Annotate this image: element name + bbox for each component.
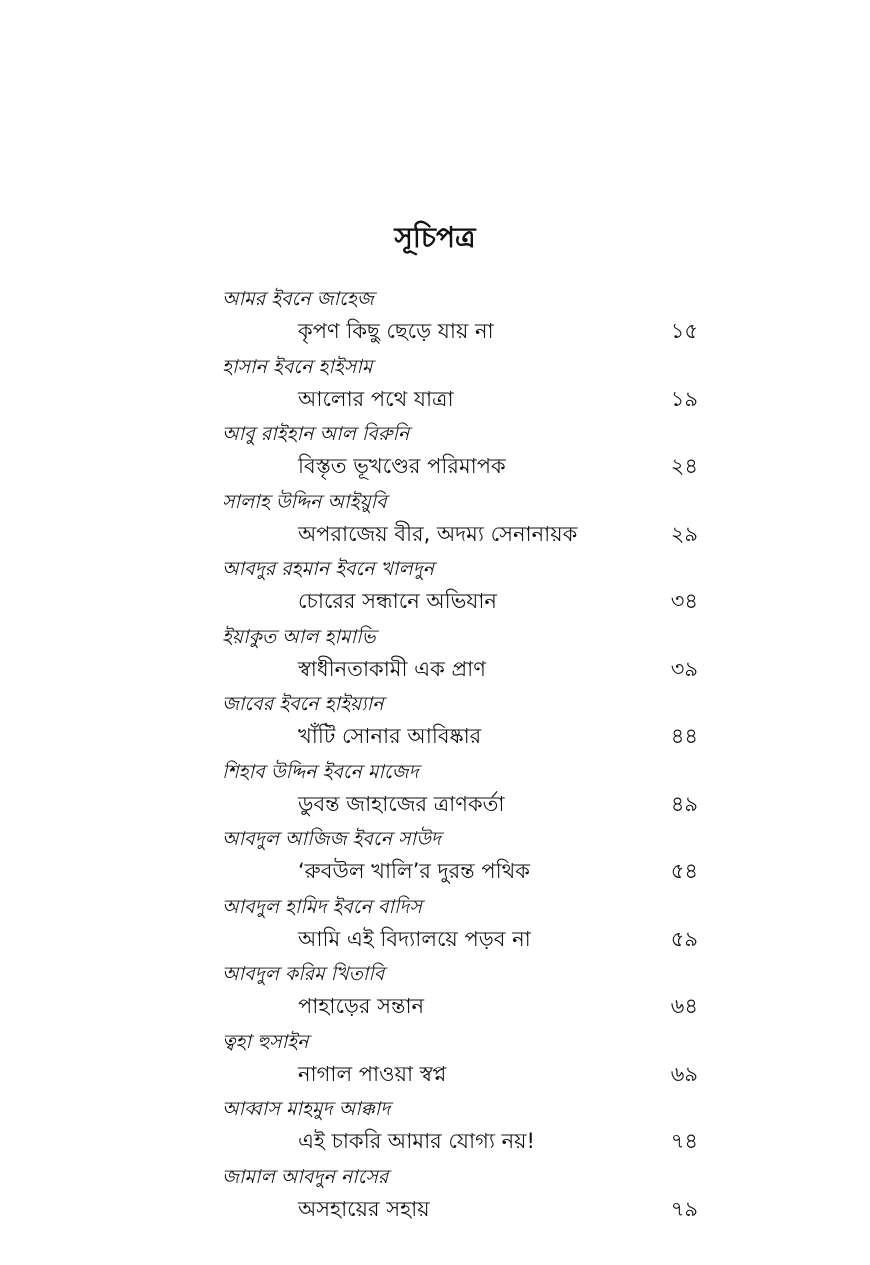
toc-page-number: ৬৪ (670, 994, 698, 1018)
toc-chapter-title[interactable]: স্বাধীনতাকামী এক প্রাণ (298, 656, 486, 681)
toc-page-number: ৫৪ (670, 859, 698, 883)
toc-chapter-title[interactable]: ডুবন্ত জাহাজের ত্রাণকর্তা (298, 791, 505, 816)
toc-entry[interactable] (0, 620, 870, 688)
toc-author: আবু রাইহান আল বিরুনি (222, 423, 410, 445)
toc-page-number: ৩৯ (670, 656, 698, 681)
toc-chapter-title[interactable]: আমি এই বিদ্যালয়ে পড়ব না (298, 926, 531, 951)
toc-page-number: ২৪ (670, 454, 698, 478)
toc-author: ইয়াকুত আল হামাভি (222, 625, 376, 648)
toc-page-number: ৪৪ (670, 724, 698, 748)
toc-chapter-title[interactable]: পাহাড়ের সন্তান (298, 994, 425, 1018)
toc-author: জাবের ইবনে হাইয়্যান (222, 693, 384, 715)
toc-author: হাসান ইবনে হাইসাম (222, 355, 373, 378)
toc-author: শিহাব উদ্দিন ইবনে মাজেদ (222, 760, 419, 783)
toc-chapter-title[interactable]: এই চাকরি আমার যোগ্য নয়! (298, 1129, 535, 1153)
toc-entry[interactable] (0, 890, 870, 958)
toc-author: জামাল আবদুন নাসের (222, 1165, 389, 1188)
toc-page-number: ৫৯ (670, 926, 698, 951)
toc-author: সালাহ উদ্দিন আইয়ুবি (222, 490, 387, 513)
toc-entry[interactable] (0, 552, 870, 620)
toc-chapter-title[interactable]: আলোর পথে যাত্রা (298, 386, 454, 411)
toc-page-number: ৪৯ (670, 791, 698, 816)
toc-entry[interactable] (0, 1092, 870, 1160)
toc-entry[interactable] (0, 822, 870, 890)
toc-page-number: ৬৯ (670, 1061, 698, 1086)
toc-author: আবদুল আজিজ ইবনে সাউদ (222, 828, 441, 850)
toc-chapter-title[interactable]: চোরের সন্ধানে অভিযান (298, 589, 497, 613)
toc-entry[interactable] (0, 350, 870, 418)
toc-author: আবদুর রহমান ইবনে খালদুন (222, 558, 435, 580)
toc-author: আমর ইবনে জাহেজ (222, 288, 374, 310)
toc-chapter-title[interactable]: নাগাল পাওয়া স্বপ্ন (298, 1061, 447, 1086)
toc-chapter-title[interactable]: ‘রুবউল খালি’র দুরন্ত পথিক (298, 859, 530, 883)
toc-author: আব্বাস মাহমুদ আক্কাদ (222, 1098, 391, 1120)
toc-chapter-title[interactable]: খাঁটি সোনার আবিষ্কার (298, 724, 482, 748)
toc-entry[interactable] (0, 1025, 870, 1093)
toc-entry[interactable] (0, 687, 870, 755)
toc-entry[interactable] (0, 755, 870, 823)
toc-page-number: ২৯ (670, 521, 698, 546)
toc-chapter-title[interactable]: বিস্তৃত ভূখণ্ডের পরিমাপক (298, 454, 506, 478)
toc-entry[interactable] (0, 485, 870, 553)
toc-page-number: ৭৪ (670, 1129, 698, 1153)
toc-page-number: ১৯ (670, 386, 698, 411)
toc-page-number: ১৫ (670, 319, 698, 343)
toc-entry[interactable] (0, 1160, 870, 1228)
toc-author: আবদুল করিম খিতাবি (222, 963, 385, 985)
toc-page-number: ৩৪ (670, 589, 698, 613)
table-of-contents (0, 282, 870, 1227)
toc-chapter-title[interactable]: অপরাজেয় বীর, অদম্য সেনানায়ক (298, 521, 578, 546)
page-title: সূচিপত্র (394, 221, 476, 254)
toc-chapter-title[interactable]: কৃপণ কিছু ছেড়ে যায় না (298, 319, 494, 343)
toc-author: ত্বহা হুসাইন (222, 1030, 309, 1053)
toc-entry[interactable] (0, 417, 870, 485)
toc-page-number: ৭৯ (670, 1196, 698, 1221)
toc-entry[interactable] (0, 957, 870, 1025)
toc-entry[interactable] (0, 282, 870, 350)
toc-author: আবদুল হামিদ ইবনে বাদিস (222, 895, 422, 918)
toc-chapter-title[interactable]: অসহায়ের সহায় (298, 1196, 430, 1221)
